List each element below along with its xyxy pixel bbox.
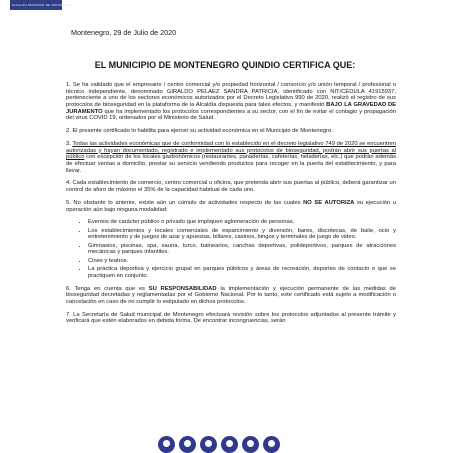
list-item: • Los establecimientos y locales comerciales de esparcimiento y diversión, bares, discotecas, de baile, ocio y entretenimiento y de juegos de azar y apuestas, billares, casinos, bingos y terminales de juego de video. [88,228,396,241]
paragraph-6 [66,286,396,306]
list-item: • Gimnasios, piscinas, spa, sauna, turco, balnearios, canchas deportivas, polideportivos, parques de atracciones mecánicas y parques infantiles. [88,243,396,256]
stay-home-icon [242,436,259,453]
paragraph-5-text-a: 5. No obstante lo anterior, existe aún un cúmulo de actividades respecto de las cuales [66,199,304,206]
paragraph-5 [66,200,396,213]
paragraph-5-bold: NO SE AUTORIZA [303,199,355,206]
list-item: • La práctica deportiva y ejercicio grupal en parques públicos y áreas de recreación, deportes de contacto o que se practiquen en conjunto. [88,266,396,279]
paragraph-4: 4. Cada establecimiento de comercio, centro comercial u oficina, que pretenda abrir sus puertas al público, deberá garantizar un control de aforo de máximo el 35% de la capacidad habitual de cada uno. [66,180,396,194]
hygiene-icon [263,436,280,453]
paragraph-2: 2. El presente certificado lo habilita para ejercer su actividad económica en el Municipio de Montenegro. [66,128,333,135]
paragraph-1-bold: BAJO LA GRAVEDAD DE JURAMENTO [66,101,397,115]
restricted-activities-list [66,219,396,279]
paragraph-6-text-b: la implementación y ejecución permanente de las medidas de bioseguridad decretadas y reglamentadas por el Gobierno Nacional. Por lo tanto, este certificado está sujeto a modificación o cancelación en caso de no cumplir lo estipulado en dichos protocolos. [66,285,396,305]
paragraph-3-number: 3. [66,140,73,147]
paragraph-5-text-b: su ejecución u operación aún bajo ninguna modalidad: [66,199,396,213]
handwash-icon [158,436,175,453]
document-date: Montenegro, 29 de Julio de 2020 [71,28,177,37]
document-body [66,82,396,331]
paragraph-3-text: con excepción de los locales gastronómicos (restaurantes, panaderías, cafeterías, heladerías, etc.) que podrán además de efectuar ventas a domicilio, prestar su servicio vendiendo productos para recoger en la puerta del establecimiento, y para llevar. [66,154,396,174]
paragraph-6-bold: SU RESPONSABILIDAD [148,285,217,292]
no-touch-icon [221,436,238,453]
paragraph-1 [66,82,396,122]
paragraph-3-underline: Todas las actividades económicas que de conformidad con lo establecido en el decreto legislativo 749 de 2020 se encuentren autorizadas y hayan documentado, registrado e implementado sus protocolos de bioseguridad, podrán abrir sus puertas al público [66,140,397,161]
list-item: • Cines y teatros. [88,258,396,265]
distance-icon [200,436,217,453]
mask-icon [179,436,196,453]
header-logo [10,0,75,10]
paragraph-3 [66,141,396,174]
paragraph-1-text-b: que ha implementado los protocolos correspondientes a su sector, con el fin de evitar el contagio y propagación del virus COVID 19, ordenados por el Ministerio de Salud. [66,108,396,122]
footer-icon-strip [158,436,280,453]
document-title: EL MUNICIPIO DE MONTENEGRO QUINDIO CERTIFICA QUE: [94,60,356,70]
paragraph-6-text-a: 6. Tenga en cuenta que es [66,285,149,292]
paragraph-1-text-a: 1. Se ha validado que el empresario / centro comercial y/o propiedad horizontal / consorcio y/o unión temporal / profesional o técnico independiente, denominado GIRALDO PELAEZ SANDRA PATRICIA, identificado con NIT/CÉDULA 41915937, perteneciente a uno de los sectores económicos autorizados por el Decreto Legislativo 990 de 2020, realizó el registro de sus protocolos de bioseguridad en la plataforma de la Alcaldía dispuesta para tales efectos, y manifestó [66,82,396,108]
header-logo-text: ALCALDIA MUNICIPAL DE MONTENEGRO [12,3,75,7]
paragraph-7: 7. La Secretaría de Salud municipal de Montenegro efectuará revisión sobre los protocolos adjuntados al presente trámite y verificará que estén elaborados en debida forma. De encontrar incongruencias, serán [66,311,396,325]
list-item: • Eventos de carácter público o privado que impliquen aglomeración de personas. [88,219,396,226]
